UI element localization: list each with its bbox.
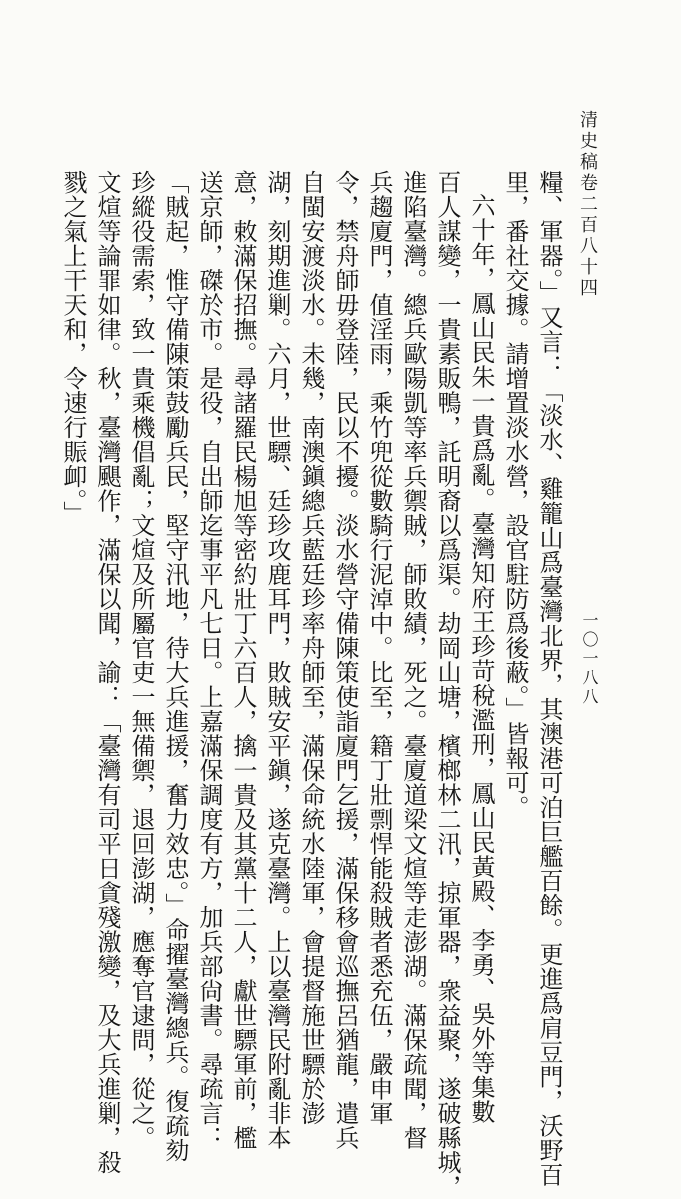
page-number: 一〇一八八	[580, 612, 599, 707]
running-title: 清史稿卷二百八十四	[577, 110, 598, 299]
text-column-11: 送京師，磔於市。是役，自出師迄事平凡七日。上嘉滿保調度有方，加兵部尙書。尋疏言：	[195, 170, 223, 1150]
text-column-5: 進陷臺灣。總兵歐陽凱等率兵禦賊，師敗績，死之。臺廈道梁文煊等走澎湖。滿保疏聞，督	[399, 170, 427, 1150]
text-column-14: 文煊等論罪如律。秋，臺灣颶作，滿保以聞，諭：「臺灣有司平日貪殘激變，及大兵進剿，殺	[93, 170, 121, 1175]
text-column-1: 糧、軍器。」又言：「淡水、雞籠山爲臺灣北界，其澳港可泊巨艦百餘。更進爲肩豆門，沃野百	[535, 170, 563, 1187]
text-column-3: 六十年，鳳山民朱一貴爲亂。臺灣知府王珍苛稅濫刑，鳳山民黃殿、李勇、吳外等集數	[467, 193, 495, 1124]
text-column-6: 兵趨廈門，值淫雨，乘竹兜從數騎行泥淖中。比至，籍丁壯剽悍能殺賊者悉充伍，嚴申軍	[365, 170, 393, 1126]
text-column-10: 意，敕滿保招撫。尋諸羅民楊旭等密約壯丁六百人，擒一貴及其黨十二人，獻世驃軍前，檻	[229, 170, 257, 1150]
text-column-2: 里，番社交據。請增置淡水營，設官駐防爲後蔽。」皆報可。	[501, 170, 529, 820]
text-column-12: 「賊起，惟守備陳策鼓勵兵民，堅守汛地，待大兵進援，奮力效忠。」命擢臺灣總兵。復疏劾	[161, 170, 189, 1163]
text-column-4: 百人謀變，一貴素販鴨，託明裔以爲渠。劫岡山塘，檳榔林二汛，掠軍器，衆益聚，遂破縣城，	[433, 170, 461, 1199]
text-column-9: 湖，刻期進剿。六月，世驃、廷珍攻鹿耳門，敗賊安平鎭，遂克臺灣。上以臺灣民附亂非本	[263, 170, 291, 1150]
text-column-13: 珍縱役需索，致一貴乘機倡亂；文煊及所屬官吏一無備禦，退回澎湖，應奪官逮問，從之。	[127, 170, 155, 1150]
text-column-8: 自閩安渡淡水。未幾，南澳鎭總兵藍廷珍率舟師至，滿保命統水陸軍，會提督施世驃於澎	[297, 170, 325, 1126]
text-column-7: 令，禁舟師毋登陸，民以不擾。淡水營守備陳策使詣廈門乞援，滿保移會巡撫呂猶龍，遣兵	[331, 170, 359, 1150]
text-column-15: 戮之氣上干天和，令速行賑卹。」	[59, 170, 87, 526]
